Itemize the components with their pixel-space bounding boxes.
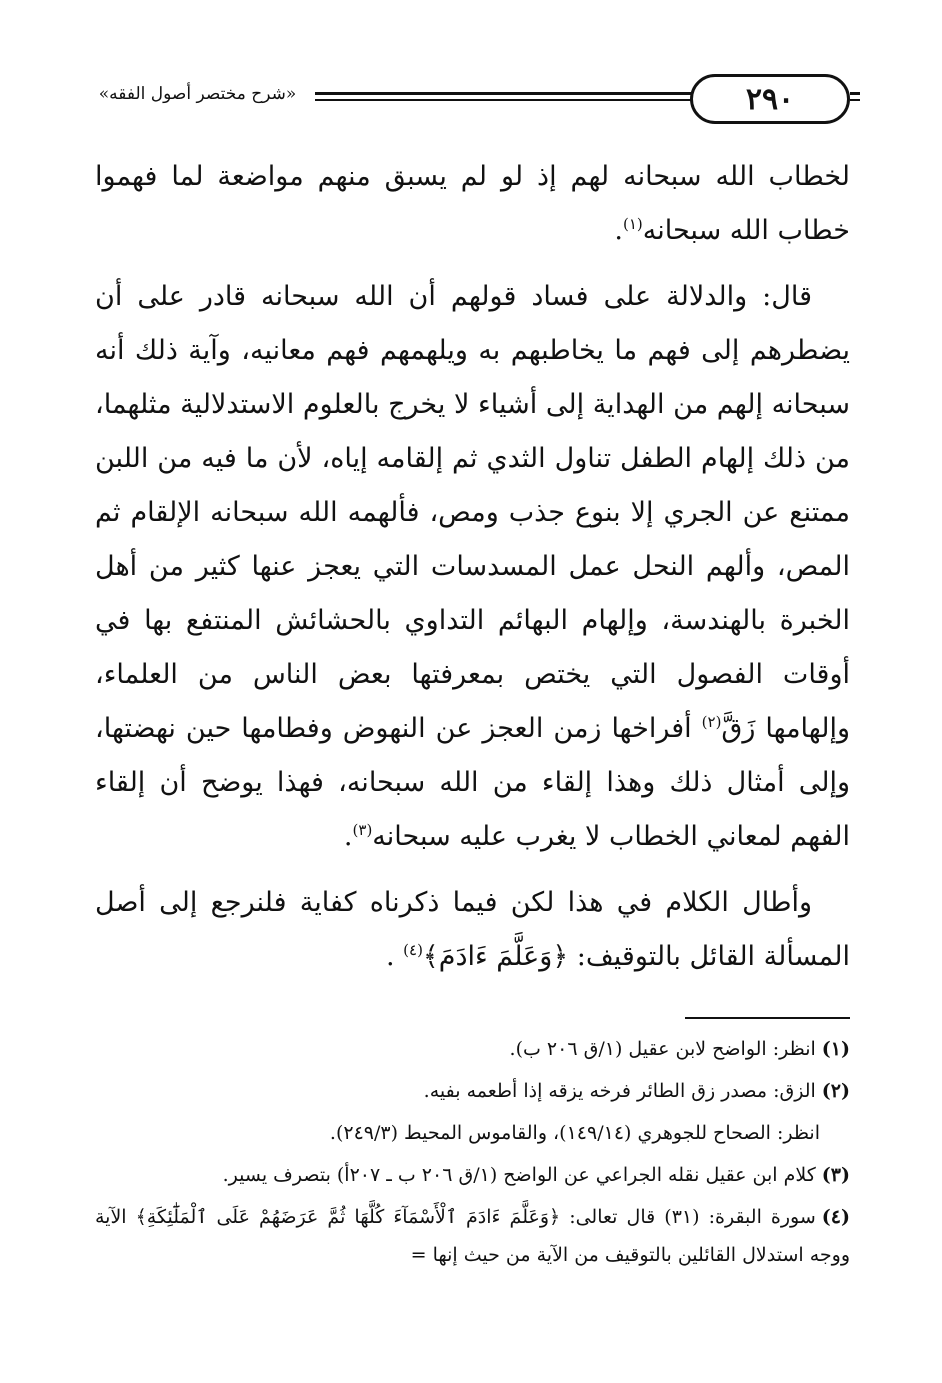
footnote-text: انظر: الصحاح للجوهري (١٤٩/١٤)، والقاموس المحيط (٢٤٩/٣). (329, 1122, 820, 1144)
footnote-ref: (٢) (701, 713, 722, 731)
running-title: «شرح مختصر أصول الفقه» (98, 84, 297, 104)
paragraph-1 (95, 150, 850, 258)
paragraph-tail: . (343, 821, 353, 852)
footnote-1 (95, 1030, 850, 1068)
paragraph-text: لخطاب الله سبحانه لهم إذ لو لم يسبق منهم مواضعة لما فهموا خطاب الله سبحانه (95, 161, 850, 246)
paragraph-3 (95, 876, 850, 984)
main-text (95, 150, 850, 996)
header-rule-right (850, 92, 860, 105)
footnote-2-continued (95, 1114, 850, 1152)
quran-quote: ﴿وَعَلَّمَ ءَادَمَ﴾ (422, 941, 569, 972)
footnote-text: كلام ابن عقيل نقله الجراعي عن الواضح (١/ق ٢٠٦ ب ـ ٢٠٧أ) بتصرف يسير. (222, 1164, 816, 1186)
paragraph-text: قال: والدلالة على فساد قولهم أن الله سبحانه قادر على أن يضطرهم إلى فهم ما يخاطبهم به ويلهمهم فهم معانيه، وآية ذلك أنه سبحانه إلهم من الهداية إلى أشياء لا يخرج بالعلوم الاستدلالية مثلهما، من ذلك إلهام الطفل تناول الثدي ثم إلقامه إياه، لأن ما فيه من اللبن ممتنع عن الجري إلا بنوع جذب ومص، فألهمه الله سبحانه الإلقام ثم المص، وألهم النحل عمل المسدسات التي يعجز عنها كثير من أهل الخبرة بالهندسة، وإلهام البهائم التداوي بالحشائش المنتفع بها في أوقات الفصول التي يختص بمعرفتها بعض الناس من العلماء، وإلهامها زَقَّ (95, 281, 850, 744)
footnote-number: (٣) (821, 1164, 850, 1186)
page-number: ٢٩٠ (690, 74, 850, 124)
footnote-text: سورة البقرة: (٣١) قال تعالى: ﴿وَعَلَّمَ ءَادَمَ ٱلْأَسْمَآءَ كُلَّهَا ثُمَّ عَرَضَهُمْ عَلَى ٱلْمَلَٰٓئِكَةِ﴾ الآية ووجه استدلال القائلين بالتوقيف من الآية من حيث إنها = (95, 1206, 850, 1266)
footnote-text: انظر: الواضح لابن عقيل (١/ق ٢٠٦ ب). (509, 1038, 816, 1060)
paragraph-tail: . (614, 215, 623, 246)
footnote-2 (95, 1072, 850, 1110)
footnote-number: (٢) (821, 1080, 850, 1102)
paragraph-text-continued: أفراخها زمن العجز عن النهوض وفطامها حين نهضتها، وإلى أمثال ذلك وهذا إلقاء من الله سبحانه، فهذا يوضح أن إلقاء الفهم لمعاني الخطاب لا يغرب عليه سبحانه (95, 713, 850, 852)
paragraph-text: وأطال الكلام في هذا لكن فيما ذكرناه كفاية فلنرجع إلى أصل المسألة القائل بالتوقيف: (95, 887, 850, 972)
footnote-ref: (١) (623, 215, 643, 233)
header-rule-left (315, 92, 693, 105)
paragraph-2 (95, 270, 850, 864)
footnote-ref: (٣) (352, 821, 373, 839)
footnote-3 (95, 1156, 850, 1194)
footnote-number: (١) (821, 1038, 850, 1060)
footnote-number: (٤) (821, 1206, 851, 1228)
page-header (85, 70, 855, 128)
paragraph-tail: . (385, 941, 395, 972)
footnote-4 (95, 1198, 850, 1274)
footnote-ref: (٤) (403, 941, 423, 959)
footnotes (95, 1030, 850, 1278)
footnote-separator (685, 1017, 850, 1019)
footnote-text: الزق: مصدر زق الطائر فرخه يزقه إذا أطعمه بفيه. (423, 1080, 816, 1102)
